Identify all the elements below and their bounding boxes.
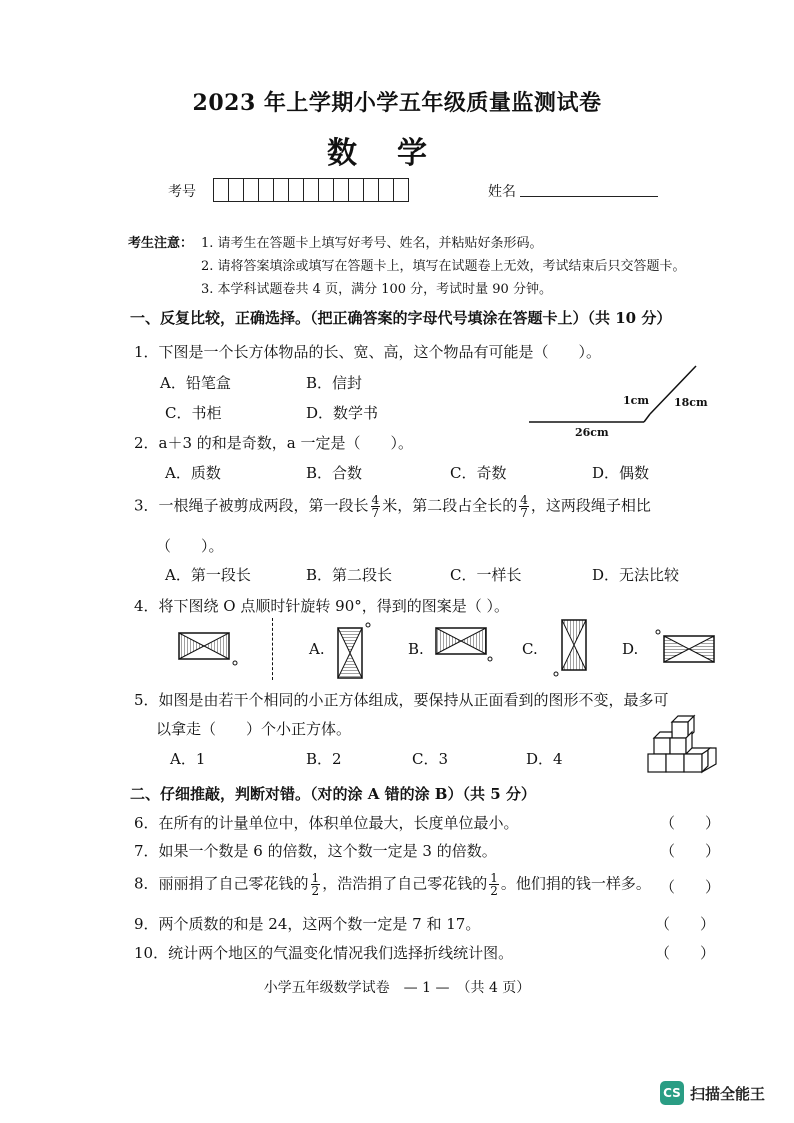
q3-fraction-2-num: 4	[520, 493, 528, 507]
notice-label: 考生注意：	[128, 236, 194, 251]
q4-option-a-label: A.	[309, 640, 325, 658]
q1-label-height: 1cm	[623, 394, 649, 407]
exam-no-label: 考号	[168, 184, 196, 200]
q8-text-mid: ，浩浩捐了自己零花钱的	[322, 874, 488, 893]
notice-line-1: 1. 请考生在答题卡上填写好考号、姓名，并粘贴好条形码。	[201, 236, 543, 251]
page-footer: 小学五年级数学试卷 — 1 — （共 4 页）	[263, 980, 531, 996]
q5-text-line2: 以拿走（ ）个小正方体。	[156, 720, 352, 738]
section-2-title: 二、仔细推敲，判断对错。（对的涂 A 错的涂 B）（共 5 分）	[130, 785, 536, 803]
q8-text-post: 。他们捐的钱一样多。	[500, 874, 651, 893]
q9-answer-paren: （ ）	[655, 915, 716, 933]
q4-original-figure	[178, 632, 238, 668]
q3-text-mid: 米，第二段占全长的	[382, 496, 518, 515]
q6-text: 6．在所有的计量单位中，体积单位最大，长度单位最小。	[134, 814, 519, 832]
q3-fraction-1	[371, 494, 381, 519]
q4-option-d-figure	[654, 628, 718, 664]
q7-answer-paren: （ ）	[660, 842, 721, 860]
section-1-title: 一、反复比较，正确选择。（把正确答案的字母代号填涂在答题卡上）（共 10 分）	[130, 309, 672, 327]
notice-line-3: 3. 本学科试题卷共 4 页，满分 100 分，考试时量 90 分钟。	[201, 282, 552, 297]
q5-option-b: B．2	[306, 750, 342, 768]
q3-text-line2: （ ）。	[156, 537, 224, 555]
q5-option-d: D．4	[526, 750, 563, 768]
q4-option-c-figure	[552, 618, 590, 680]
q3-text	[134, 494, 651, 519]
notice-line-2: 2. 请将答案填涂或填写在答题卡上，填写在试题卷上无效，考试结束后只交答题卡。	[201, 259, 686, 274]
q1-label-length: 26cm	[575, 426, 609, 439]
q8-fraction-2-num: 1	[490, 871, 498, 885]
q8-fraction-1	[311, 872, 321, 897]
camscanner-logo-icon: CS	[660, 1081, 684, 1105]
q4-option-b-figure	[434, 626, 496, 664]
q4-text: 4．将下图绕 O 点顺时针旋转 90°，得到的图案是（ ）。	[134, 597, 510, 615]
q1-option-b: B．信封	[306, 374, 363, 392]
q2-option-a: A．质数	[165, 464, 221, 482]
q2-text: 2．a＋3 的和是奇数，a 一定是（ ）。	[134, 434, 414, 452]
subject-title: 数学	[327, 136, 467, 171]
q5-option-c: C．3	[412, 750, 449, 768]
q6-answer-paren: （ ）	[660, 814, 721, 832]
q8-fraction-1-den: 2	[311, 884, 320, 898]
q10-answer-paren: （ ）	[655, 944, 716, 962]
name-field[interactable]	[520, 196, 658, 197]
name-label: 姓名	[488, 184, 516, 200]
exam-title: 2023 年上学期小学五年级质量监测试卷	[192, 90, 602, 116]
q4-option-d-label: D.	[622, 640, 639, 658]
q8-fraction-2-den: 2	[490, 884, 498, 898]
q3-option-d: D．无法比较	[592, 566, 680, 584]
q8-text	[134, 872, 651, 897]
q3-option-b: B．第二段长	[306, 566, 393, 584]
q5-option-a: A．1	[170, 750, 206, 768]
q2-option-c: C．奇数	[450, 464, 507, 482]
q3-text-pre: 3．一根绳子被剪成两段，第一段长	[134, 496, 369, 515]
q8-answer-paren: （ ）	[660, 878, 721, 896]
q4-option-a-figure	[336, 622, 372, 682]
q8-fraction-1-num: 1	[311, 871, 320, 885]
q1-option-d: D．数学书	[306, 404, 379, 422]
q1-text: 1．下图是一个长方体物品的长、宽、高，这个物品有可能是（ ）。	[134, 343, 602, 361]
q5-text-line1: 5．如图是由若干个相同的小正方体组成，要保持从正面看到的图形不变，最多可	[134, 691, 669, 709]
q5-cube-stack-figure	[644, 714, 720, 790]
q10-text: 10．统计两个地区的气温变化情况我们选择折线统计图。	[134, 944, 514, 962]
q4-option-c-label: C.	[522, 640, 538, 658]
q3-option-c: C．一样长	[450, 566, 522, 584]
q3-option-a: A．第一段长	[165, 566, 251, 584]
q8-fraction-2	[489, 872, 499, 897]
q3-fraction-1-den: 7	[371, 506, 380, 520]
q1-option-a: A．铅笔盒	[160, 374, 231, 392]
q8-text-pre: 8．丽丽捐了自己零花钱的	[134, 874, 309, 893]
q1-label-width: 18cm	[674, 396, 708, 409]
q4-option-b-label: B.	[408, 640, 424, 658]
q2-option-d: D．偶数	[592, 464, 650, 482]
q3-fraction-2-den: 7	[520, 506, 528, 520]
q7-text: 7．如果一个数是 6 的倍数，这个数一定是 3 的倍数。	[134, 842, 497, 860]
q9-text: 9．两个质数的和是 24，这两个数一定是 7 和 17。	[134, 915, 481, 933]
q4-divider	[272, 618, 273, 680]
q3-fraction-2	[519, 494, 529, 519]
q2-option-b: B．合数	[306, 464, 363, 482]
exam-no-boxes[interactable]	[213, 178, 409, 202]
q3-text-post: ，这两段绳子相比	[530, 496, 651, 515]
camscanner-watermark-text: 扫描全能王	[690, 1085, 766, 1103]
q1-option-c: C．书柜	[165, 404, 222, 422]
q3-fraction-1-num: 4	[371, 493, 380, 507]
